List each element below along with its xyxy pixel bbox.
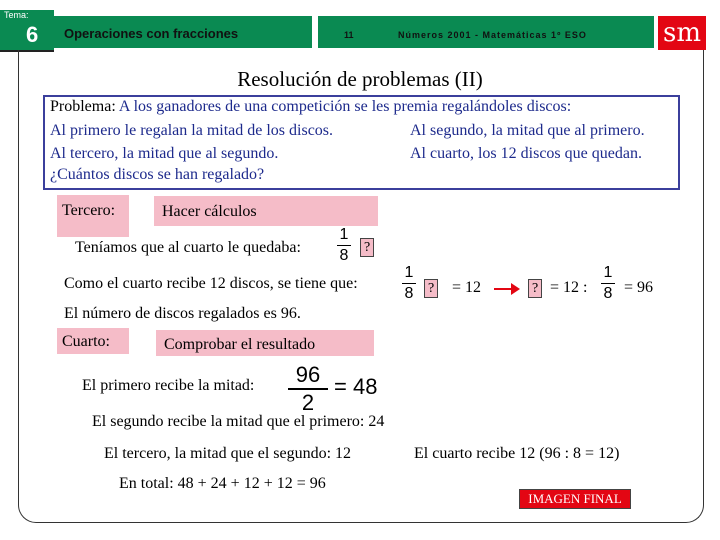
problem-line3a: Al tercero, la mitad que al segundo. (50, 145, 279, 162)
section-title: Operaciones con fracciones (64, 26, 239, 41)
tema-number: 6 (26, 22, 39, 47)
frac-bar (337, 245, 351, 246)
unknown-mark: ? (424, 279, 438, 298)
step4-line2: El segundo recibe la mitad que el primero: 24 (92, 413, 385, 430)
frac-num: 1 (339, 226, 349, 243)
page-title: Resolución de problemas (II) (237, 67, 483, 91)
frac-bar (601, 283, 615, 284)
step4-label: Cuarto: (62, 333, 110, 350)
result-48: = 48 (334, 374, 378, 399)
step4-title: Comprobar el resultado (164, 336, 316, 353)
step3-label: Tercero: (62, 202, 116, 219)
fraction-96-over-2 (288, 364, 328, 414)
step3-title: Hacer cálculos (162, 203, 257, 220)
tema-label: Tema: (4, 10, 29, 20)
frac-num: 1 (603, 264, 613, 281)
problem-line3b: Al cuarto, los 12 discos que quedan. (410, 145, 642, 162)
frac-num: 96 (295, 362, 321, 387)
frac-den: 8 (603, 285, 613, 302)
step4-line5: En total: 48 + 24 + 12 + 12 = 96 (119, 475, 326, 492)
step4-line1: El primero recibe la mitad: (82, 377, 255, 394)
sm-logo: sm (658, 16, 706, 50)
fraction-one-eighth (337, 226, 351, 265)
problem-text: A los ganadores de una competición se les premia regalándoles discos: (118, 98, 572, 115)
unknown-box-3 (528, 279, 542, 298)
step4-line3: El tercero, la mitad que el segundo: 12 (104, 445, 352, 462)
unknown-box-1 (360, 238, 374, 257)
unknown-mark: ? (360, 238, 374, 257)
fraction-one-eighth-3 (601, 264, 615, 303)
equation-eq2: = 12 : (550, 279, 588, 296)
problem-label: Problema: (50, 98, 116, 115)
equation-eq1: = 12 (452, 279, 482, 296)
page-number: 11 (344, 30, 354, 40)
problem-line2b: Al segundo, la mitad que al primero. (410, 122, 645, 139)
frac-den: 2 (301, 390, 315, 415)
problem-line1 (50, 98, 571, 116)
final-image-button[interactable]: IMAGEN FINAL (519, 489, 631, 509)
step3-line2: Como el cuarto recibe 12 discos, se tiene que: (64, 275, 358, 292)
frac-bar (402, 283, 416, 284)
problem-line2a: Al primero le regalan la mitad de los discos. (50, 122, 334, 139)
frac-den: 8 (339, 247, 349, 264)
frac-den: 8 (404, 285, 414, 302)
step3-line3: El número de discos regalados es 96. (64, 305, 301, 322)
unknown-box-2 (424, 279, 438, 298)
equation-eq3: = 96 (624, 279, 654, 296)
arrow-right-icon (494, 288, 512, 290)
problem-line4: ¿Cuántos discos se han regalado? (50, 166, 265, 183)
step4-line4: El cuarto recibe 12 (96 : 8 = 12) (414, 445, 620, 462)
frac-num: 1 (404, 264, 414, 281)
fraction-one-eighth-2 (402, 264, 416, 303)
book-title: Números 2001 - Matemáticas 1º ESO (398, 30, 587, 40)
step3-line1: Teníamos que al cuarto le quedaba: (75, 239, 301, 256)
unknown-mark: ? (528, 279, 542, 298)
